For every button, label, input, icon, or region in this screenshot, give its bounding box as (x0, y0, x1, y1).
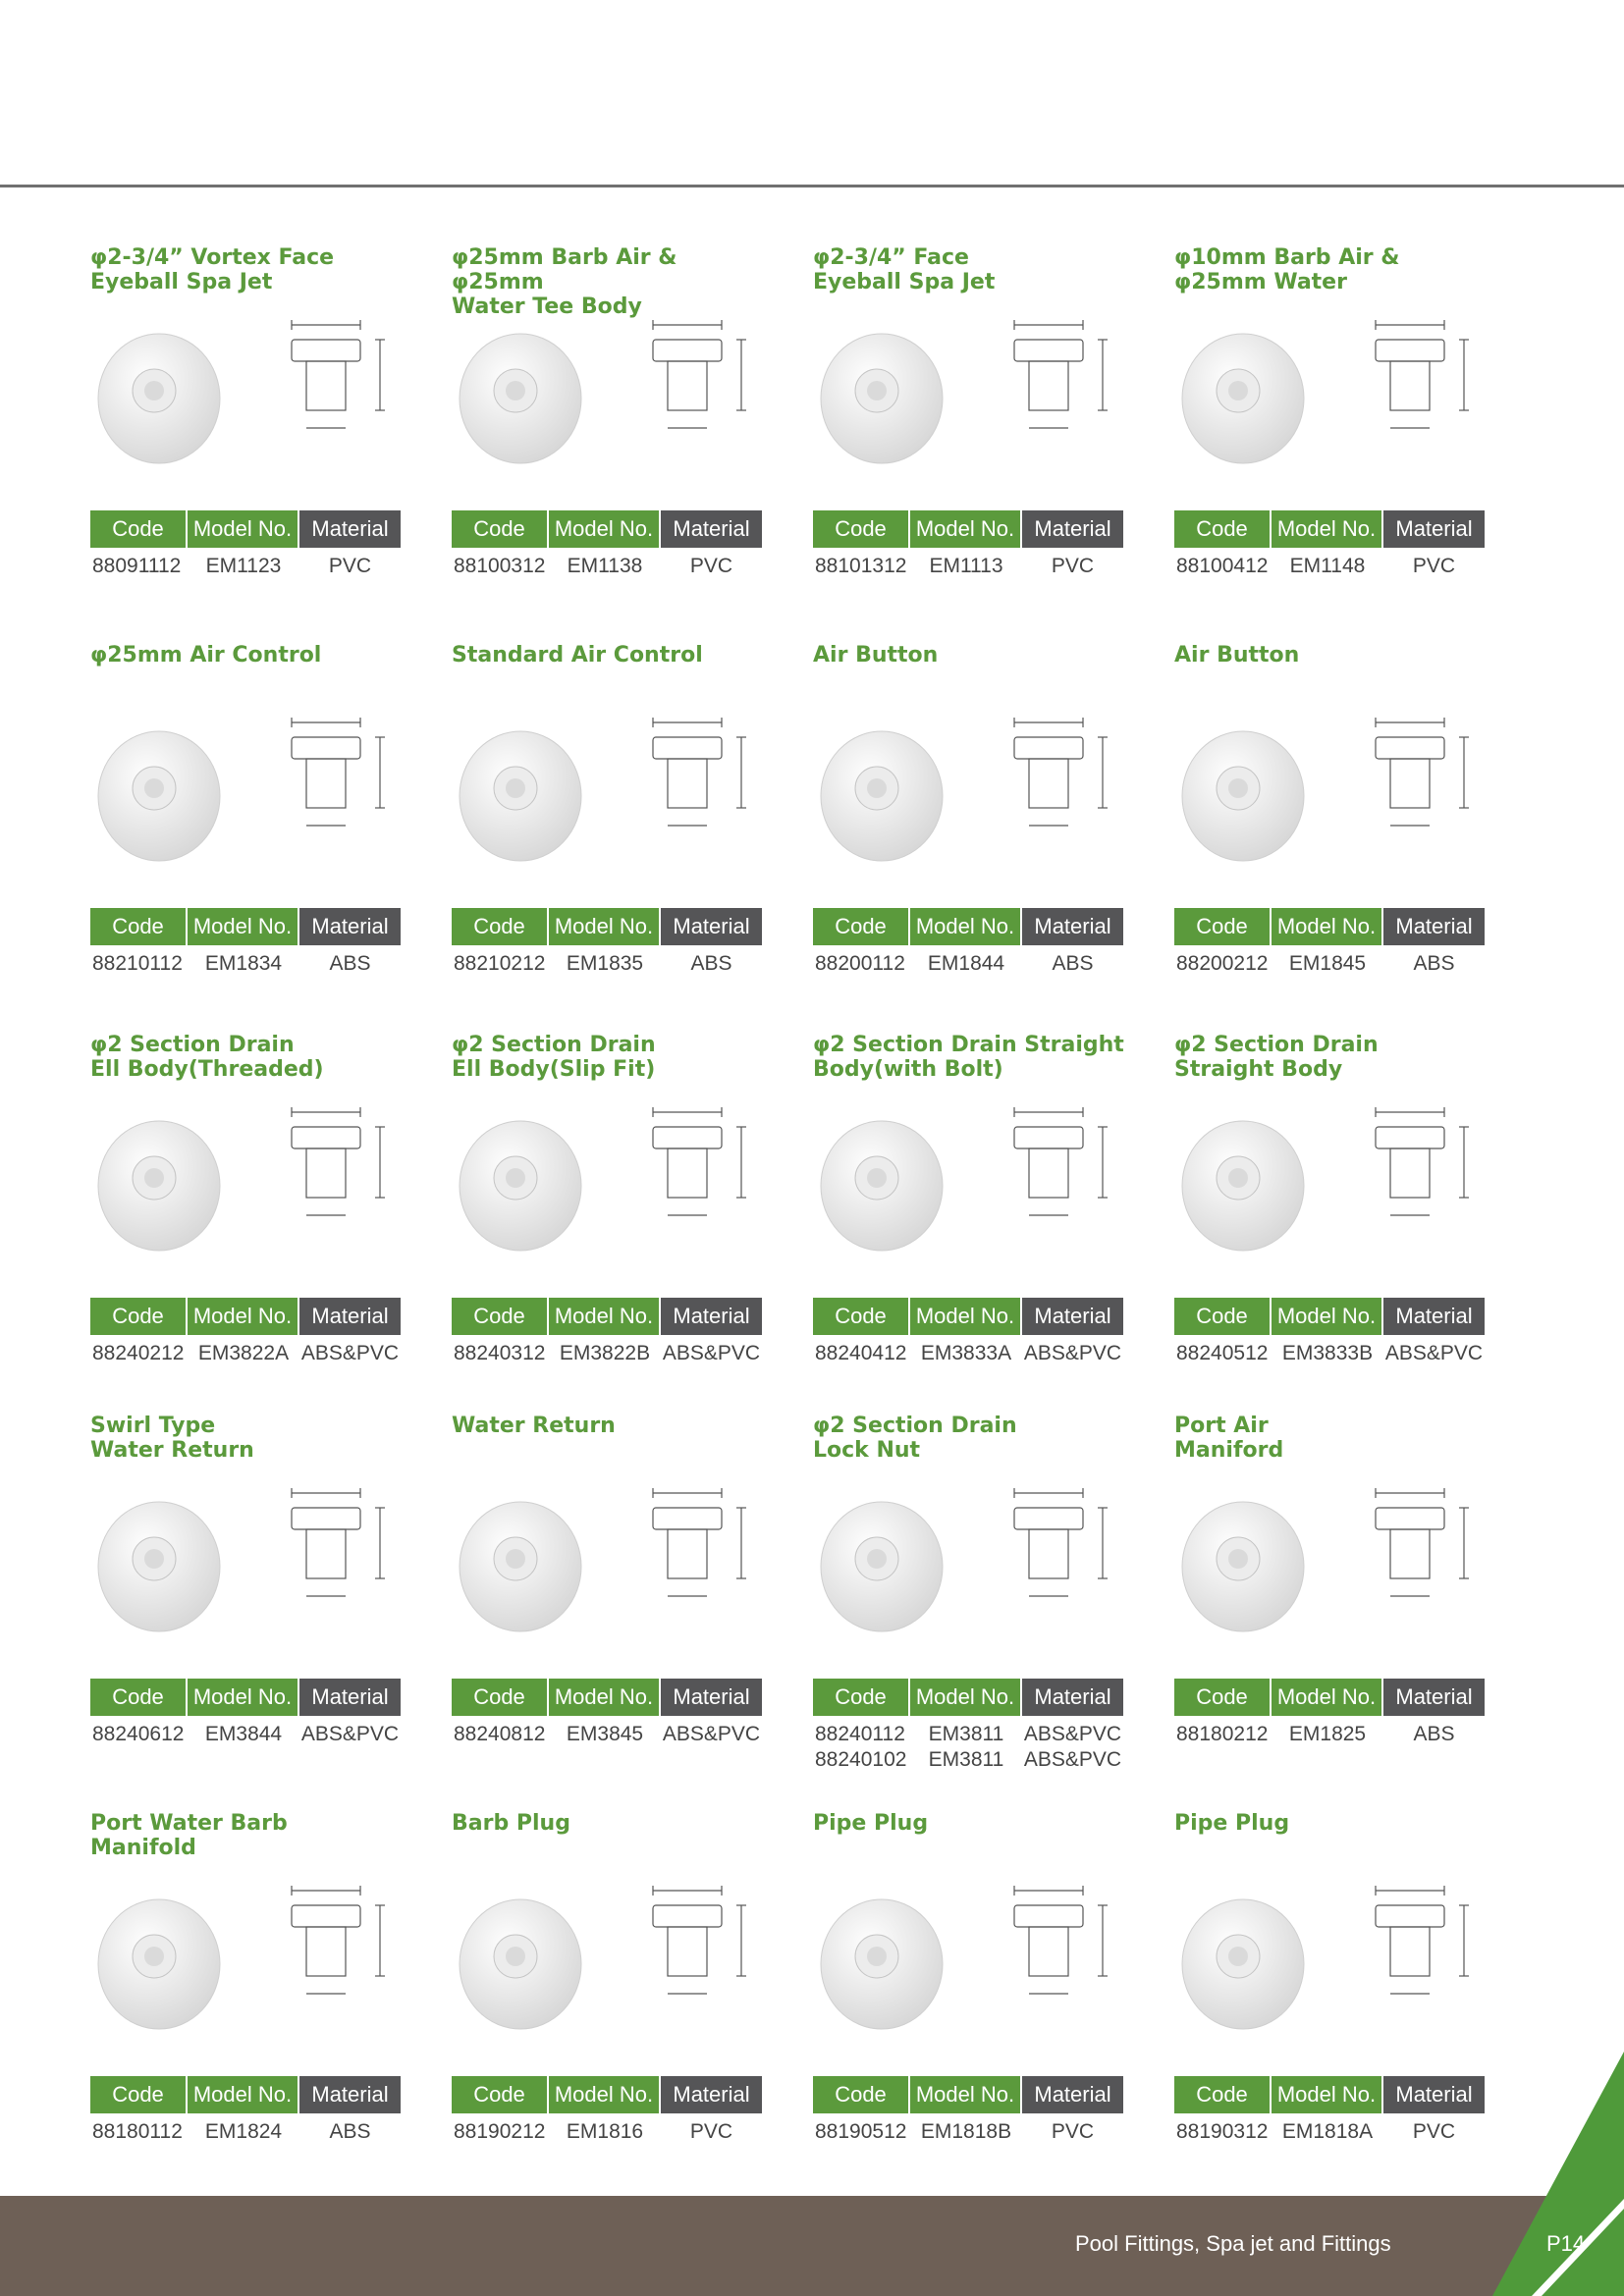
code-value: 88200212 (1176, 952, 1269, 975)
product-title: φ25mm Barb Air & φ25mm Water Tee Body (452, 245, 677, 319)
product-image-area (1174, 1866, 1498, 2067)
product-photo (813, 1876, 960, 2043)
product-image-area (452, 300, 776, 502)
product-image-area (452, 1468, 776, 1670)
model-header: Model No. (910, 1298, 1022, 1335)
spec-row (813, 1341, 1123, 1366)
technical-drawing (252, 1866, 414, 2057)
product-image-area (1174, 698, 1498, 899)
spec-table-header (813, 510, 1123, 548)
code-header: Code (813, 908, 910, 945)
technical-drawing (975, 300, 1137, 492)
model-header: Model No. (188, 510, 299, 548)
model-value: EM1148 (1289, 555, 1366, 577)
material-value: ABS (1413, 1723, 1455, 1745)
material-value: PVC (328, 555, 372, 577)
spec-row (452, 1341, 762, 1366)
spec-table-header (1174, 1298, 1485, 1335)
code-value: 88210112 (92, 952, 183, 975)
product-image-area (1174, 300, 1498, 502)
spec-table (90, 2076, 401, 2145)
spec-table-header (90, 1679, 401, 1716)
spec-table (452, 908, 762, 977)
product-card (1174, 245, 1498, 577)
model-header: Model No. (910, 2076, 1022, 2113)
product-image-area (452, 698, 776, 899)
technical-drawing (614, 698, 776, 889)
code-value: 88240212 (92, 1342, 185, 1364)
product-title: φ10mm Barb Air & φ25mm Water (1174, 245, 1400, 294)
footer-corner-triangle (1492, 2052, 1624, 2296)
model-value: EM1844 (927, 952, 1005, 975)
code-value: 88240112 (815, 1723, 905, 1745)
product-card (813, 1811, 1137, 2143)
technical-drawing (975, 1468, 1137, 1660)
product-photo (452, 310, 599, 477)
product-image-area (452, 1866, 776, 2067)
material-header: Material (299, 2076, 401, 2113)
product-title: Port Air Maniford (1174, 1414, 1284, 1463)
spec-table-header (452, 908, 762, 945)
technical-drawing (252, 1468, 414, 1660)
technical-drawing (1336, 1468, 1498, 1660)
product-title: φ2 Section Drain Straight Body(with Bolt) (813, 1033, 1124, 1082)
product-title: φ25mm Air Control (90, 643, 322, 667)
model-header: Model No. (188, 908, 299, 945)
spec-table-header (1174, 2076, 1485, 2113)
model-value: EM1845 (1288, 952, 1367, 975)
spec-table-header (1174, 1679, 1485, 1716)
code-header: Code (1174, 1298, 1272, 1335)
product-card (90, 1414, 414, 1745)
spec-row (1174, 1341, 1485, 1366)
product-title: Port Water Barb Manifold (90, 1811, 288, 1860)
model-header: Model No. (549, 1679, 661, 1716)
technical-drawing (975, 1866, 1137, 2057)
spec-row (1174, 1722, 1485, 1747)
product-photo (452, 1478, 599, 1645)
spec-table-header (1174, 908, 1485, 945)
model-header: Model No. (1272, 2076, 1383, 2113)
technical-drawing (252, 1088, 414, 1279)
code-header: Code (452, 908, 549, 945)
code-value: 88091112 (92, 555, 182, 577)
product-card (90, 1033, 414, 1364)
technical-drawing (1336, 1088, 1498, 1279)
material-value: ABS&PVC (300, 1723, 400, 1745)
model-header: Model No. (188, 2076, 299, 2113)
material-header: Material (661, 1679, 762, 1716)
spec-table (1174, 908, 1485, 977)
product-card (452, 1414, 776, 1745)
product-photo (90, 708, 238, 875)
spec-table (1174, 1298, 1485, 1366)
material-value: PVC (689, 2120, 733, 2143)
product-image-area (813, 1088, 1137, 1289)
spec-table (90, 510, 401, 579)
model-value: EM1138 (567, 555, 643, 577)
model-header: Model No. (549, 1298, 661, 1335)
product-card (452, 1033, 776, 1364)
spec-row (452, 2119, 762, 2145)
material-header: Material (299, 510, 401, 548)
spec-table (813, 1298, 1123, 1366)
product-title: Barb Plug (452, 1811, 570, 1836)
product-photo (90, 1478, 238, 1645)
material-value: ABS&PVC (662, 1342, 761, 1364)
material-header: Material (299, 1679, 401, 1716)
material-value: ABS&PVC (1023, 1342, 1122, 1364)
spec-row (452, 1722, 762, 1747)
model-value: EM1818A (1281, 2120, 1374, 2143)
technical-drawing (614, 1866, 776, 2057)
product-card (90, 1811, 414, 2143)
product-photo (813, 1478, 960, 1645)
material-value: PVC (1412, 555, 1456, 577)
spec-table-header (813, 1298, 1123, 1335)
spec-row (813, 1722, 1123, 1747)
material-header: Material (1022, 510, 1123, 548)
spec-row (1174, 554, 1485, 579)
product-title: φ2-3/4” Face Eyeball Spa Jet (813, 245, 996, 294)
code-header: Code (90, 908, 188, 945)
product-title: φ2 Section Drain Straight Body (1174, 1033, 1379, 1082)
code-header: Code (452, 1679, 549, 1716)
product-photo (1174, 1876, 1322, 2043)
model-value: EM1113 (929, 555, 1003, 577)
technical-drawing (252, 698, 414, 889)
spec-table-header (452, 1679, 762, 1716)
model-value: EM3811 (928, 1748, 1004, 1771)
product-image-area (90, 1866, 414, 2067)
model-header: Model No. (549, 2076, 661, 2113)
code-header: Code (1174, 2076, 1272, 2113)
spec-table (813, 908, 1123, 977)
product-image-area (813, 1468, 1137, 1670)
spec-row (1174, 951, 1485, 977)
material-value: ABS&PVC (1023, 1723, 1122, 1745)
product-card (813, 245, 1137, 577)
model-value: EM3811 (928, 1723, 1004, 1745)
model-header: Model No. (910, 908, 1022, 945)
spec-row (90, 1722, 401, 1747)
product-image-area (452, 1088, 776, 1289)
product-photo (1174, 1478, 1322, 1645)
product-photo (452, 1097, 599, 1264)
product-photo (90, 1876, 238, 2043)
spec-table-header (452, 1298, 762, 1335)
spec-row (90, 1341, 401, 1366)
material-header: Material (1022, 2076, 1123, 2113)
product-image-area (813, 698, 1137, 899)
material-header: Material (1383, 1298, 1485, 1335)
product-card (813, 1414, 1137, 1771)
technical-drawing (1336, 300, 1498, 492)
product-title: φ2-3/4” Vortex Face Eyeball Spa Jet (90, 245, 335, 294)
product-title: φ2 Section Drain Lock Nut (813, 1414, 1017, 1463)
model-value: EM1825 (1288, 1723, 1367, 1745)
product-card (1174, 1414, 1498, 1745)
product-card (90, 245, 414, 577)
code-value: 88240312 (454, 1342, 546, 1364)
material-header: Material (661, 908, 762, 945)
product-image-area (90, 698, 414, 899)
material-header: Material (661, 1298, 762, 1335)
spec-table (452, 1298, 762, 1366)
model-header: Model No. (188, 1298, 299, 1335)
spec-table (452, 510, 762, 579)
product-image-area (1174, 1468, 1498, 1670)
code-value: 88200112 (815, 952, 905, 975)
material-value: ABS (329, 2120, 371, 2143)
material-header: Material (1383, 908, 1485, 945)
spec-table (813, 2076, 1123, 2145)
product-photo (813, 708, 960, 875)
model-value: EM3822B (559, 1342, 651, 1364)
model-header: Model No. (1272, 1679, 1383, 1716)
code-header: Code (813, 1679, 910, 1716)
model-value: EM3822A (197, 1342, 290, 1364)
technical-drawing (975, 1088, 1137, 1279)
spec-row (90, 554, 401, 579)
material-value: ABS&PVC (662, 1723, 761, 1745)
material-header: Material (299, 908, 401, 945)
model-value: EM1818B (920, 2120, 1012, 2143)
product-card (813, 1033, 1137, 1364)
product-image-area (1174, 1088, 1498, 1289)
material-value: ABS (1413, 952, 1455, 975)
code-header: Code (813, 1298, 910, 1335)
model-value: EM1123 (205, 555, 282, 577)
spec-table-header (90, 2076, 401, 2113)
code-header: Code (452, 510, 549, 548)
spec-table (813, 510, 1123, 579)
material-header: Material (1383, 2076, 1485, 2113)
spec-table (813, 1679, 1123, 1773)
code-value: 88240102 (815, 1748, 907, 1771)
spec-table (1174, 510, 1485, 579)
product-photo (1174, 1097, 1322, 1264)
model-header: Model No. (549, 908, 661, 945)
code-value: 88240412 (815, 1342, 907, 1364)
material-header: Material (1022, 1679, 1123, 1716)
footer-caption: Pool Fittings, Spa jet and Fittings (1075, 2231, 1391, 2256)
spec-table-header (90, 1298, 401, 1335)
code-value: 88190212 (454, 2120, 546, 2143)
product-photo (90, 1097, 238, 1264)
product-title: Standard Air Control (452, 643, 703, 667)
spec-table (1174, 2076, 1485, 2145)
code-header: Code (1174, 1679, 1272, 1716)
product-card (1174, 643, 1498, 975)
product-title: Water Return (452, 1414, 616, 1438)
model-value: EM1824 (204, 2120, 283, 2143)
material-value: PVC (689, 555, 733, 577)
material-header: Material (661, 510, 762, 548)
spec-row (813, 1747, 1123, 1773)
spec-table (452, 2076, 762, 2145)
model-header: Model No. (910, 510, 1022, 548)
product-card (1174, 1033, 1498, 1364)
product-image-area (90, 1088, 414, 1289)
product-title: φ2 Section Drain Ell Body(Slip Fit) (452, 1033, 656, 1082)
model-header: Model No. (1272, 1298, 1383, 1335)
code-header: Code (813, 510, 910, 548)
spec-row (813, 2119, 1123, 2145)
product-image-area (813, 300, 1137, 502)
material-header: Material (1022, 1298, 1123, 1335)
spec-table-header (90, 510, 401, 548)
model-header: Model No. (910, 1679, 1022, 1716)
material-value: ABS (690, 952, 732, 975)
code-header: Code (90, 1679, 188, 1716)
product-card (452, 245, 776, 577)
code-value: 88180212 (1176, 1723, 1269, 1745)
code-value: 88100312 (454, 555, 546, 577)
material-header: Material (661, 2076, 762, 2113)
technical-drawing (1336, 1866, 1498, 2057)
spec-row (90, 2119, 401, 2145)
model-header: Model No. (1272, 510, 1383, 548)
code-value: 88101312 (815, 555, 907, 577)
product-image-area (90, 300, 414, 502)
technical-drawing (614, 1088, 776, 1279)
product-image-area (813, 1866, 1137, 2067)
product-photo (813, 1097, 960, 1264)
product-card (452, 643, 776, 975)
code-value: 88240612 (92, 1723, 185, 1745)
spec-table-header (452, 510, 762, 548)
product-photo (452, 708, 599, 875)
spec-row (452, 951, 762, 977)
spec-table-header (90, 908, 401, 945)
spec-table-header (452, 2076, 762, 2113)
code-value: 88210212 (454, 952, 546, 975)
code-value: 88100412 (1176, 555, 1269, 577)
model-value: EM3845 (566, 1723, 644, 1745)
spec-row (452, 554, 762, 579)
spec-row (1174, 2119, 1485, 2145)
spec-table-header (813, 2076, 1123, 2113)
product-title: Air Button (1174, 643, 1300, 667)
model-value: EM1835 (566, 952, 644, 975)
product-photo (813, 310, 960, 477)
code-header: Code (452, 1298, 549, 1335)
material-value: PVC (1412, 2120, 1456, 2143)
code-value: 88240512 (1176, 1342, 1269, 1364)
code-header: Code (90, 510, 188, 548)
material-value: PVC (1051, 555, 1095, 577)
spec-table (1174, 1679, 1485, 1747)
product-title: φ2 Section Drain Ell Body(Threaded) (90, 1033, 324, 1082)
material-value: ABS&PVC (1384, 1342, 1484, 1364)
spec-table (452, 1679, 762, 1747)
product-image-area (90, 1468, 414, 1670)
material-value: ABS (329, 952, 371, 975)
material-value: ABS&PVC (300, 1342, 400, 1364)
code-value: 88190312 (1176, 2120, 1269, 2143)
product-title: Air Button (813, 643, 939, 667)
code-header: Code (1174, 908, 1272, 945)
technical-drawing (614, 1468, 776, 1660)
model-value: EM1816 (566, 2120, 644, 2143)
technical-drawing (975, 698, 1137, 889)
code-header: Code (452, 2076, 549, 2113)
product-card (813, 643, 1137, 975)
product-title: Pipe Plug (1174, 1811, 1290, 1836)
spec-row (90, 951, 401, 977)
model-value: EM3833B (1281, 1342, 1374, 1364)
product-photo (90, 310, 238, 477)
model-value: EM3833A (920, 1342, 1012, 1364)
material-header: Material (299, 1298, 401, 1335)
model-header: Model No. (1272, 908, 1383, 945)
material-header: Material (1022, 908, 1123, 945)
code-header: Code (1174, 510, 1272, 548)
spec-table-header (813, 908, 1123, 945)
spec-table (90, 1298, 401, 1366)
model-header: Model No. (549, 510, 661, 548)
model-value: EM3844 (204, 1723, 283, 1745)
material-value: ABS (1052, 952, 1094, 975)
code-value: 88240812 (454, 1723, 546, 1745)
product-photo (1174, 708, 1322, 875)
spec-table (90, 1679, 401, 1747)
product-card (90, 643, 414, 975)
product-photo (452, 1876, 599, 2043)
code-value: 88190512 (815, 2120, 907, 2143)
code-header: Code (813, 2076, 910, 2113)
material-header: Material (1383, 1679, 1485, 1716)
spec-table-header (1174, 510, 1485, 548)
material-value: PVC (1051, 2120, 1095, 2143)
product-card (1174, 1811, 1498, 2143)
product-title: Swirl Type Water Return (90, 1414, 254, 1463)
code-value: 88180112 (92, 2120, 183, 2143)
code-header: Code (90, 1298, 188, 1335)
model-header: Model No. (188, 1679, 299, 1716)
product-title: Pipe Plug (813, 1811, 929, 1836)
model-value: EM1834 (204, 952, 283, 975)
material-header: Material (1383, 510, 1485, 548)
technical-drawing (1336, 698, 1498, 889)
spec-row (813, 951, 1123, 977)
spec-row (813, 554, 1123, 579)
code-header: Code (90, 2076, 188, 2113)
technical-drawing (252, 300, 414, 492)
product-card (452, 1811, 776, 2143)
page-number: P14 (1546, 2231, 1586, 2256)
spec-table-header (813, 1679, 1123, 1716)
technical-drawing (614, 300, 776, 492)
material-value: ABS&PVC (1023, 1748, 1122, 1771)
product-photo (1174, 310, 1322, 477)
spec-table (90, 908, 401, 977)
